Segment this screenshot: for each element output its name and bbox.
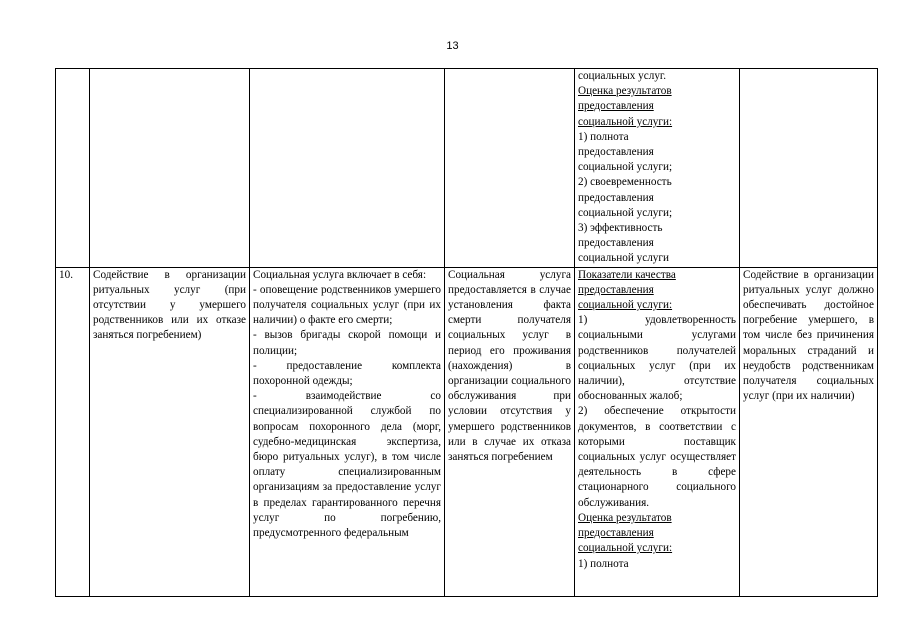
quality-heading-line: предоставления bbox=[578, 100, 654, 113]
quality-line: социальных услуг. bbox=[578, 70, 667, 82]
quality-line: предоставления bbox=[578, 191, 654, 204]
content-paragraph: - вызов бригады скорой помощи и полиции; bbox=[253, 329, 441, 357]
quality-indicators-cell bbox=[575, 267, 740, 596]
service-content-text bbox=[253, 268, 441, 542]
service-conditions-cell bbox=[445, 69, 575, 268]
row-number-cell: 10. bbox=[56, 267, 90, 596]
quality-line: социальной услуги bbox=[578, 252, 669, 265]
service-content-cell bbox=[250, 69, 445, 268]
quality-line: 1) полнота bbox=[578, 557, 629, 570]
service-conditions-cell: Социальная услуга предоставляется в случае установления факта смерти получателя социальных услуг в период его проживания (нахождения) в организации социального обслуживания при условии отсутствия у умершего родственников или в случае их отказа заняться погребением bbox=[445, 267, 575, 596]
quality-line: 2) своевременность bbox=[578, 176, 672, 189]
quality-heading-line: социальной услуги: bbox=[578, 115, 673, 128]
quality-heading-line: социальной услуги: bbox=[578, 542, 673, 555]
quality-heading-line: предоставления bbox=[578, 527, 654, 540]
service-content-cell bbox=[250, 267, 445, 596]
quality-heading-line: Оценка результатов bbox=[578, 85, 672, 98]
services-table bbox=[55, 68, 878, 597]
page-number: 13 bbox=[446, 40, 459, 52]
quality-line: 1) удовлетворенность социальными услугами родственников получателей социальных услуг (при их наличии), отсутствие обоснованных жалоб; bbox=[578, 314, 736, 403]
table-row bbox=[56, 267, 878, 596]
content-paragraph: - оповещение родственников умершего получателя социальных услуг (при их наличии) о факте его смерти; bbox=[253, 283, 441, 327]
quality-line: 1) полнота bbox=[578, 130, 629, 143]
content-paragraph: - взаимодействие со специализированной службой по вопросам похоронного дела (морг, судебно-медицинская экспертиза, бюро ритуальных услуг), в том числе оплату специализированным организациям за предоставление услуг в пределах гарантированного перечня услуг по погребению, предусмотренного федеральным bbox=[253, 390, 441, 540]
content-paragraph: Социальная услуга включает в себя: bbox=[253, 268, 427, 281]
service-name-cell: Содействие в организации ритуальных услуг (при отсутствии у умершего родственников или их отказе заняться погребением) bbox=[90, 267, 250, 596]
quality-heading-line: Показатели качества bbox=[578, 268, 676, 281]
quality-heading-line: социальной услуги: bbox=[578, 299, 673, 312]
quality-line: предоставления bbox=[578, 237, 654, 250]
result-cell bbox=[740, 69, 878, 268]
quality-line: 2) обеспечение открытости документов, в соответствии с которыми поставщик социальных услуг осуществляет деятельность в сфере стационарного социального обслуживания. bbox=[578, 405, 736, 509]
service-name-cell bbox=[90, 69, 250, 268]
result-cell: Содействие в организации ритуальных услуг должно обеспечивать достойное погребение умершего, в том числе без причинения моральных страданий и неудобств родственникам получателя социальных услуг (при их наличии) bbox=[740, 267, 878, 596]
table-row bbox=[56, 69, 878, 268]
content-paragraph: - предоставление комплекта похоронной одежды; bbox=[253, 359, 441, 388]
quality-line: предоставления bbox=[578, 146, 654, 159]
quality-line: социальной услуги; bbox=[578, 206, 673, 219]
quality-line: 3) эффективность bbox=[578, 222, 663, 235]
quality-heading-line: предоставления bbox=[578, 283, 654, 296]
quality-indicators-cell bbox=[575, 69, 740, 268]
quality-line: социальной услуги; bbox=[578, 161, 673, 174]
row-number-cell bbox=[56, 69, 90, 268]
quality-heading-line: Оценка результатов bbox=[578, 511, 672, 524]
